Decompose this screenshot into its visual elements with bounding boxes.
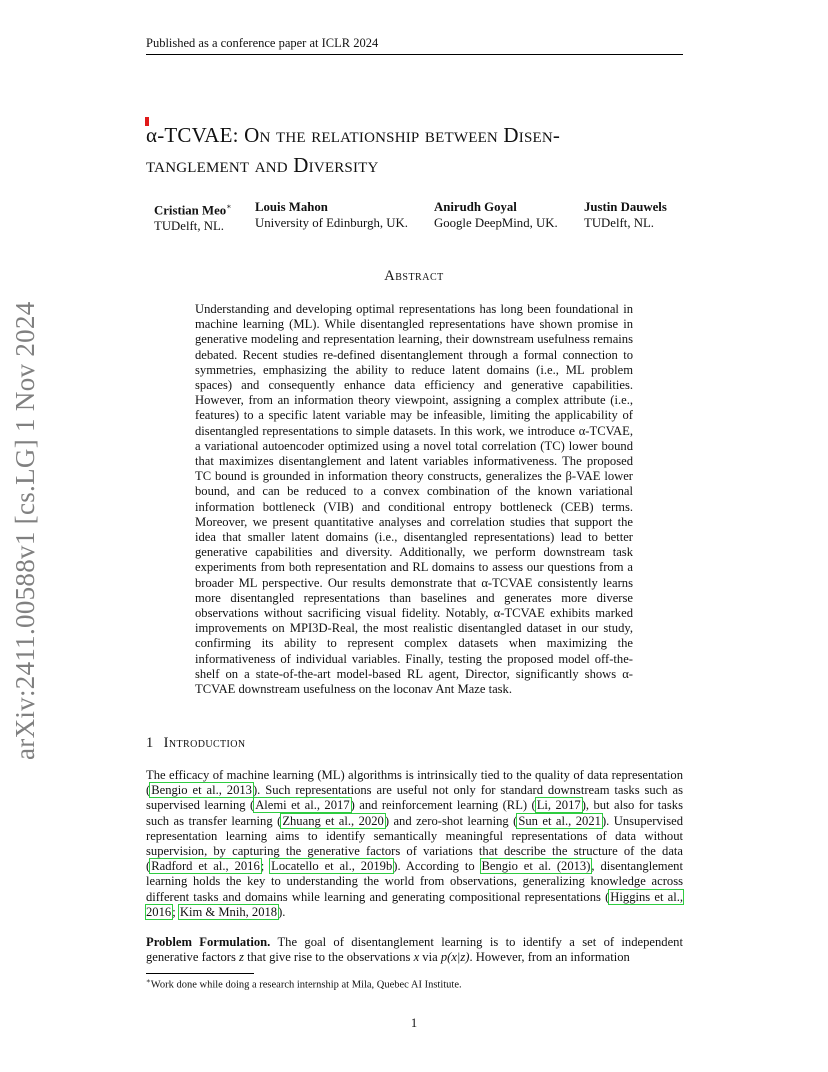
math-expression: p(x|z) [440,950,470,965]
citation-link[interactable]: Bengio et al. (2013) [481,859,591,874]
math-variable: x [413,950,420,965]
author-affiliation: Google DeepMind, UK. [434,216,558,230]
page-number: 1 [410,1016,418,1030]
problem-formulation-paragraph: Problem Formulation. The goal of disentanglement learning is to identify a set of independent generative factors z that give rise to the observations x via p(x|z). However, from an information [146,935,683,965]
title-line1: On the relationship between Disen- [244,123,561,147]
abstract-heading: Abstract [384,268,444,284]
citation-link[interactable]: Li, 2017 [536,798,581,813]
author-block [154,199,232,234]
section-number: 1 [146,735,154,751]
citation-link[interactable]: Bengio et al., 2013 [151,783,252,798]
citation-link[interactable]: Sun et al., 2021 [518,813,601,828]
author-block [255,199,408,231]
citation-link[interactable]: Alemi et al., 2017 [255,798,350,813]
author-name: Cristian Meo∗ [154,202,232,218]
introduction-paragraph: The efficacy of machine learning (ML) algorithms is intrinsically tied to the quality of data representation (Bengio et al., 2013). Such representations are useful not only for standard downstream tasks such as supervised learning (Alemi et al., 2017) and reinforcement learning (RL) (Li, 2017), but also for tasks such as transfer learning (Zhuang et al., 2020) and zero-shot learning (Sun et al., 2021). Unsupervised representation learning aims to identify semantically meaningful representations of data without supervision, by capturing the generative factors of variations that describe the structure of the data (Radford et al., 2016; Locatello et al., 2019b). According to Bengio et al. (2013), disentanglement learning holds the key to understanding the world from observations, generalizing knowledge across different tasks and domains while learning and generating compositional representations (Higgins et al., 2016; Kim & Mnih, 2018). [146,768,684,919]
math-variable: z [239,950,244,965]
author-block [584,199,667,231]
citation-link[interactable]: Higgins et al., 2016 [146,889,684,919]
running-header: Published as a conference paper at ICLR 2024 [146,36,683,55]
citation-link[interactable]: Radford et al., 2016 [151,859,260,874]
author-name: Anirudh Goyal [434,200,517,214]
author-block [434,199,558,231]
title-prefix: α-TCVAE: [146,123,245,147]
citation-link[interactable]: Locatello et al., 2019b [271,859,393,874]
title-line2: tanglement and Diversity [146,153,379,177]
footnote-divider [146,973,254,974]
author-name: Justin Dauwels [584,200,667,214]
section-heading [146,735,246,752]
author-affiliation: TUDelft, NL. [584,216,655,230]
section-title: Introduction [163,735,246,751]
paragraph-heading: Problem Formulation. [146,935,271,949]
paper-title [146,120,706,180]
abstract-text: Understanding and developing optimal representations has long been foundational in machine learning (ML). While disentangled representations have shown promise in generative modeling and representation learning, their downstream usefulness remains debated. Recent studies re-defined disentanglement through a formal connection to symmetries, emphasizing the ability to reduce latent domains (i.e., ML problem spaces) and consequently enhance data efficiency and generative capabilities. However, from an information theory viewpoint, assigning a complex attribute (i.e., features) to a specific latent variable may be infeasible, limiting the applicability of disentangled representations to simple datasets. In this work, we introduce α-TCVAE, a variational autoencoder optimized using a novel total correlation (TC) lower bound that maximizes disentanglement and latent variables informativeness. The proposed TC bound is grounded in information theory constructs, generalizes the β-VAE lower bound, and can be reduced to a convex combination of the known variational information bottleneck (VIB) and conditional entropy bottleneck (CEB) terms. Moreover, we present quantitative analyses and correlation studies that support the idea that smaller latent domains (i.e., disentangled representations) lead to better generative capabilities and diversity. Additionally, we perform downstream task experiments from both representation and RL domains to assess our questions from a broader ML perspective. Our results demonstrate that α-TCVAE consistently learns more disentangled representations than baselines and generates more diverse observations without sacrificing visual fidelity. Notably, α-TCVAE exhibits marked improvements on MPI3D-Real, the most realistic disentangled dataset in our study, confirming its ability to represent complex datasets when maximizing the informativeness of individual variables. Finally, testing the proposed model off-the-shelf on a state-of-the-art model-based RL agent, Director, significantly shows α-TCVAE downstream usefulness on the loconav Ant Maze task. [195,302,633,697]
footnote: ∗Work done while doing a research internship at Mila, Quebec AI Institute. [146,977,462,991]
arxiv-identifier: arXiv:2411.00588v1 [cs.LG] 1 Nov 2024 [10,301,40,760]
citation-link[interactable]: Zhuang et al., 2020 [282,813,384,828]
author-affiliation: TUDelft, NL. [154,219,225,234]
author-name: Louis Mahon [255,200,328,214]
author-affiliation: University of Edinburgh, UK. [255,216,408,230]
citation-link[interactable]: Kim & Mnih, 2018 [179,904,278,919]
